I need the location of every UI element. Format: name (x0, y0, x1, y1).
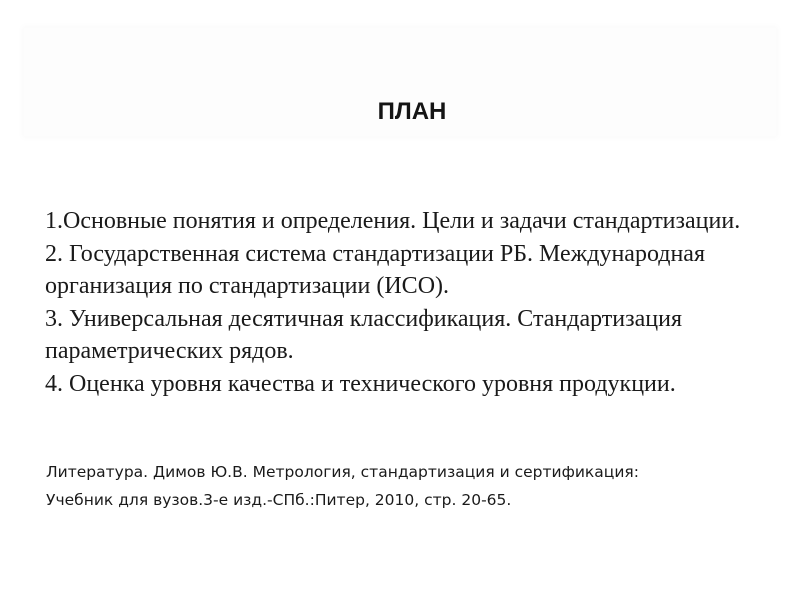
literature-line-1: Литература. Димов Ю.В. Метрология, стандартизация и сертификация: (46, 463, 639, 481)
plan-item-4: 4. Оценка уровня качества и технического уровня продукции. (45, 370, 676, 397)
plan-item-1: 1.Основные понятия и определения. Цели и задачи стандартизации. (45, 208, 741, 234)
plan-item-3: 3. Универсальная десятичная классификация. Стандартизация параметрических рядов. (45, 305, 682, 364)
plan-item-2: 2. Государственная система стандартизации РБ. Международная организация по стандартизации (ИСО). (45, 240, 705, 299)
literature-reference (46, 458, 786, 514)
slide-title: ПЛАН (377, 98, 447, 125)
literature-line-2: Учебник для вузов.3-е изд.-СПб.:Питер, 2010, стр. 20-65. (46, 491, 512, 509)
plan-list (45, 205, 785, 400)
